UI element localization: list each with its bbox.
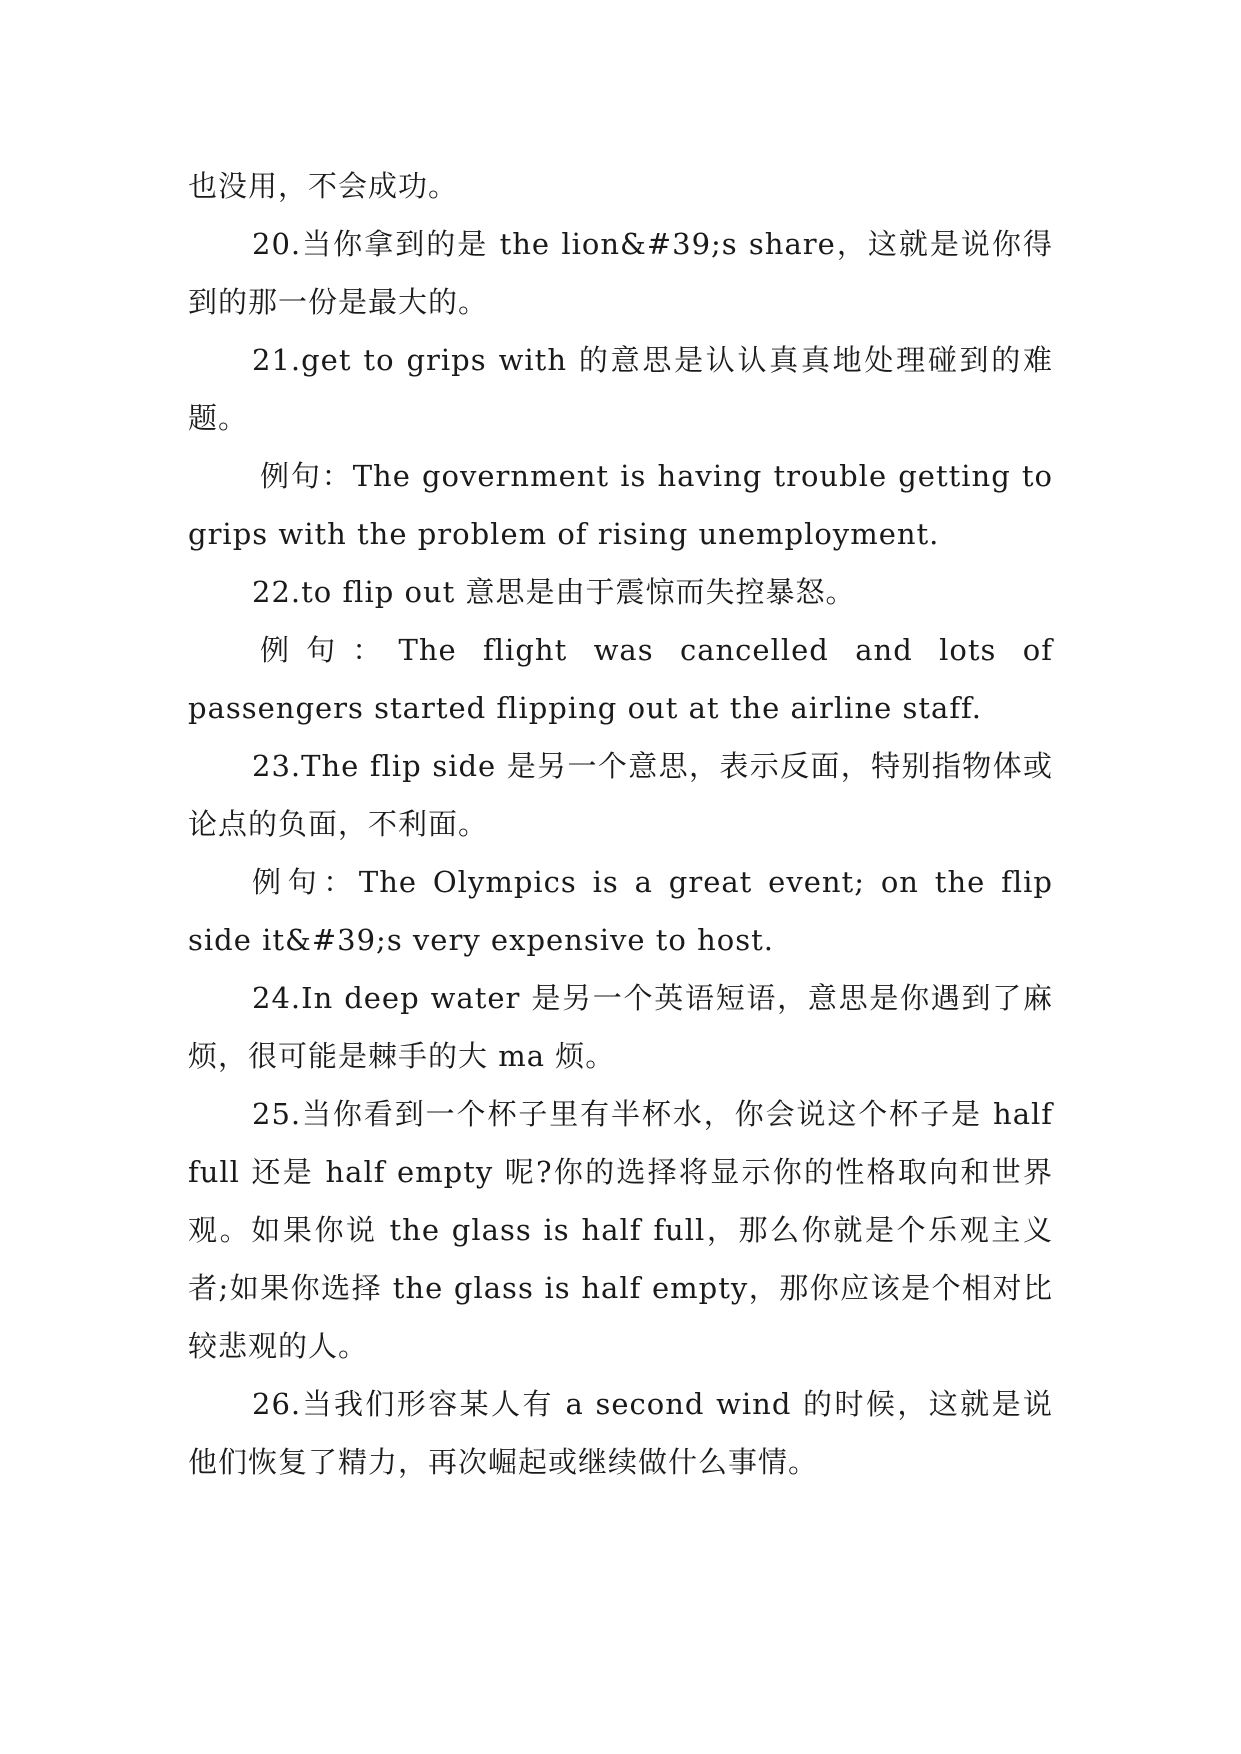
paragraph-example-21: 例句：The government is having trouble getting to grips with the problem of rising unemployment.: [188, 459, 1053, 551]
paragraph-continuation: 也没用，不会成功。: [188, 169, 459, 203]
paragraph-example-22: 例句：The flight was cancelled and lots of passengers started flipping out at the airline staff.: [188, 633, 1053, 725]
paragraph-item-23: 23.The flip side 是另一个意思，表示反面，特别指物体或论点的负面，不利面。: [188, 749, 1053, 841]
paragraph-item-25: 25.当你看到一个杯子里有半杯水，你会说这个杯子是 half full 还是 half empty 呢?你的选择将显示你的性格取向和世界观。如果你说 the glass is half full，那么你就是个乐观主义者;如果你选择 the glass is half empty，那你应该是个相对比较悲观的人。: [188, 1097, 1053, 1363]
paragraph-item-21: 21.get to grips with 的意思是认认真真地处理碰到的难题。: [188, 343, 1053, 435]
paragraph-example-23: 例句：The Olympics is a great event; on the flip side it&#39;s very expensive to host.: [188, 865, 1053, 957]
paragraph-item-20: 20.当你拿到的是 the lion&#39;s share，这就是说你得到的那一份是最大的。: [188, 227, 1053, 319]
paragraph-item-26: 26.当我们形容某人有 a second wind 的时候，这就是说他们恢复了精力，再次崛起或继续做什么事情。: [188, 1387, 1053, 1479]
paragraph-item-24: 24.In deep water 是另一个英语短语，意思是你遇到了麻烦，很可能是棘手的大 ma 烦。: [188, 981, 1053, 1073]
body-text: [188, 157, 1053, 1491]
paragraph-item-22: 22.to flip out 意思是由于震惊而失控暴怒。: [252, 575, 856, 609]
